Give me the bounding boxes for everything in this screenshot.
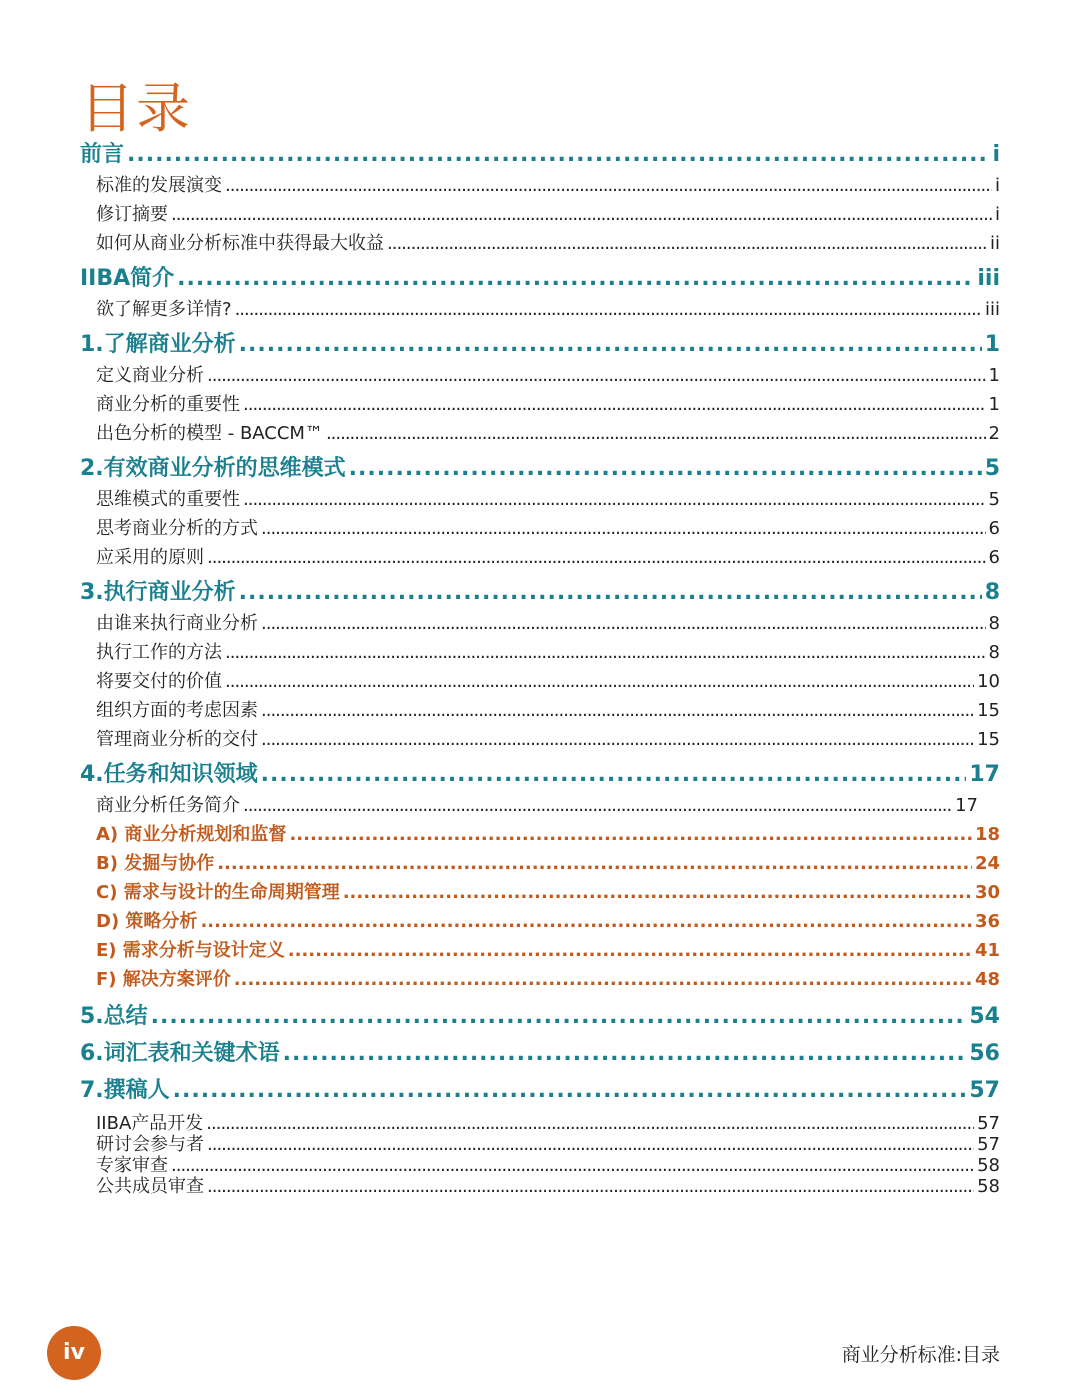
toc-section-preface[interactable] xyxy=(80,138,1000,171)
toc-page-number: 48 xyxy=(974,969,1000,990)
toc-page-number: 17 xyxy=(969,762,1000,787)
toc-page-number: 24 xyxy=(974,853,1000,874)
toc-entry-label: 商业分析的重要性 xyxy=(96,394,240,415)
toc-section-label: IIBA简介 xyxy=(80,266,175,291)
toc-page-number: i xyxy=(994,204,1000,225)
toc-section-label: 2.有效商业分析的思维模式 xyxy=(80,456,346,481)
toc-entry-label: 应采用的原则 xyxy=(96,547,204,568)
toc-page-number: 1 xyxy=(988,365,1000,386)
toc-section-about-iiba[interactable] xyxy=(80,262,1000,295)
page-title: 目录 xyxy=(80,77,192,140)
toc-page-number: 58 xyxy=(977,1155,1000,1176)
toc-entry-label: 思维模式的重要性 xyxy=(96,489,240,510)
toc-task-label: B) 发掘与协作 xyxy=(96,853,215,874)
toc-page-number: 8 xyxy=(984,580,1000,605)
toc-entry[interactable] xyxy=(80,1176,1000,1197)
toc-section-4[interactable] xyxy=(80,758,1000,791)
toc-page-number: 8 xyxy=(988,613,1000,634)
toc-page-number: 6 xyxy=(988,518,1000,539)
toc-entry-label: 管理商业分析的交付 xyxy=(96,729,258,750)
toc-task-entry[interactable] xyxy=(80,849,1000,878)
toc-entry-label: 出色分析的模型 - BACCM™ xyxy=(96,423,323,444)
toc-section-label: 1.了解商业分析 xyxy=(80,332,236,357)
toc-entry-label: 研讨会参与者 xyxy=(96,1134,204,1155)
toc-task-label: A) 商业分析规划和监督 xyxy=(96,824,287,845)
toc-page-number: 8 xyxy=(988,642,1000,663)
toc-entry[interactable] xyxy=(80,1155,1000,1176)
toc-entry[interactable] xyxy=(80,361,1000,390)
toc-entry[interactable] xyxy=(80,609,1000,638)
toc-entry[interactable] xyxy=(80,200,1000,229)
toc-task-label: C) 需求与设计的生命周期管理 xyxy=(96,882,340,903)
toc-entry-label: 定义商业分析 xyxy=(96,365,204,386)
toc-page-number: 15 xyxy=(977,700,1000,721)
toc-section-label: 4.任务和知识领域 xyxy=(80,762,258,787)
toc-page-number: ii xyxy=(989,233,1000,254)
toc-section-5[interactable] xyxy=(80,998,1000,1035)
toc-page-number: iii xyxy=(984,299,1000,320)
toc-entry-label: 欲了解更多详情? xyxy=(96,299,232,320)
toc-entry[interactable] xyxy=(80,543,1000,572)
toc-section-label: 6.词汇表和关键术语 xyxy=(80,1041,280,1066)
toc-page-number: 30 xyxy=(974,882,1000,903)
toc-entry[interactable] xyxy=(80,638,1000,667)
toc-page-number: 18 xyxy=(974,824,1000,845)
toc-entry[interactable] xyxy=(80,725,1000,754)
toc-page-number: 1 xyxy=(984,332,1000,357)
toc-page-number: iii xyxy=(977,266,1000,291)
toc-page-number: 57 xyxy=(969,1078,1000,1103)
toc-page-number: 6 xyxy=(988,547,1000,568)
toc-page-number: i xyxy=(992,142,1000,167)
toc-entry-label: 组织方面的考虑因素 xyxy=(96,700,258,721)
toc-entry[interactable] xyxy=(80,171,1000,200)
toc-section-label: 5.总结 xyxy=(80,1004,148,1029)
toc-task-entry[interactable] xyxy=(80,936,1000,965)
table-of-contents xyxy=(80,138,1000,1197)
toc-entry-label: 公共成员审查 xyxy=(96,1176,204,1197)
toc-entry[interactable] xyxy=(80,229,1000,258)
toc-task-entry[interactable] xyxy=(80,907,1000,936)
toc-entry[interactable] xyxy=(80,485,1000,514)
toc-entry[interactable] xyxy=(80,514,1000,543)
toc-entry-label: 思考商业分析的方式 xyxy=(96,518,258,539)
toc-section-1[interactable] xyxy=(80,328,1000,361)
toc-page-number: 10 xyxy=(977,671,1000,692)
toc-entry-label: 标准的发展演变 xyxy=(96,175,222,196)
toc-page-number: 1 xyxy=(988,394,1000,415)
toc-section-label: 前言 xyxy=(80,142,125,167)
toc-section-3[interactable] xyxy=(80,576,1000,609)
toc-entry[interactable] xyxy=(80,791,978,820)
toc-page-number: 54 xyxy=(969,1004,1000,1029)
toc-page-number: 17 xyxy=(955,795,978,816)
toc-page-number: 36 xyxy=(974,911,1000,932)
toc-page-number: i xyxy=(994,175,1000,196)
toc-task-entry[interactable] xyxy=(80,820,1000,849)
toc-entry[interactable] xyxy=(80,1113,1000,1134)
toc-section-label: 7.撰稿人 xyxy=(80,1078,170,1103)
toc-entry[interactable] xyxy=(80,390,1000,419)
toc-entry-label: 由谁来执行商业分析 xyxy=(96,613,258,634)
toc-page-number: 58 xyxy=(977,1176,1000,1197)
toc-task-label: F) 解决方案评价 xyxy=(96,969,231,990)
toc-page-number: 5 xyxy=(988,489,1000,510)
toc-task-label: D) 策略分析 xyxy=(96,911,198,932)
toc-entry[interactable] xyxy=(80,696,1000,725)
running-footer-title: 商业分析标准:目录 xyxy=(841,1344,1000,1366)
toc-section-2[interactable] xyxy=(80,452,1000,485)
toc-section-7[interactable] xyxy=(80,1072,1000,1109)
page-number-badge: iv xyxy=(47,1326,101,1380)
toc-entry[interactable] xyxy=(80,1134,1000,1155)
toc-section-6[interactable] xyxy=(80,1035,1000,1072)
toc-entry-label: 执行工作的方法 xyxy=(96,642,222,663)
toc-entry[interactable] xyxy=(80,667,1000,696)
toc-page-number: 56 xyxy=(969,1041,1000,1066)
toc-page-number: 57 xyxy=(977,1134,1000,1155)
toc-entry-label: 商业分析任务简介 xyxy=(96,795,240,816)
toc-entry[interactable] xyxy=(80,419,1000,448)
toc-entry-label: 将要交付的价值 xyxy=(96,671,222,692)
toc-entry-label: 专家审查 xyxy=(96,1155,168,1176)
toc-entry-label: 如何从商业分析标准中获得最大收益 xyxy=(96,233,384,254)
toc-task-label: E) 需求分析与设计定义 xyxy=(96,940,285,961)
toc-entry-label: IIBA产品开发 xyxy=(96,1113,204,1134)
toc-task-entry[interactable] xyxy=(80,878,1000,907)
toc-page-number: 2 xyxy=(988,423,1000,444)
toc-task-entry[interactable] xyxy=(80,965,1000,994)
toc-page-number: 41 xyxy=(974,940,1000,961)
toc-entry-label: 修订摘要 xyxy=(96,204,168,225)
toc-page-number: 57 xyxy=(977,1113,1000,1134)
toc-page-number: 15 xyxy=(977,729,1000,750)
toc-section-label: 3.执行商业分析 xyxy=(80,580,236,605)
toc-entry[interactable] xyxy=(80,295,1000,324)
toc-page-number: 5 xyxy=(984,456,1000,481)
